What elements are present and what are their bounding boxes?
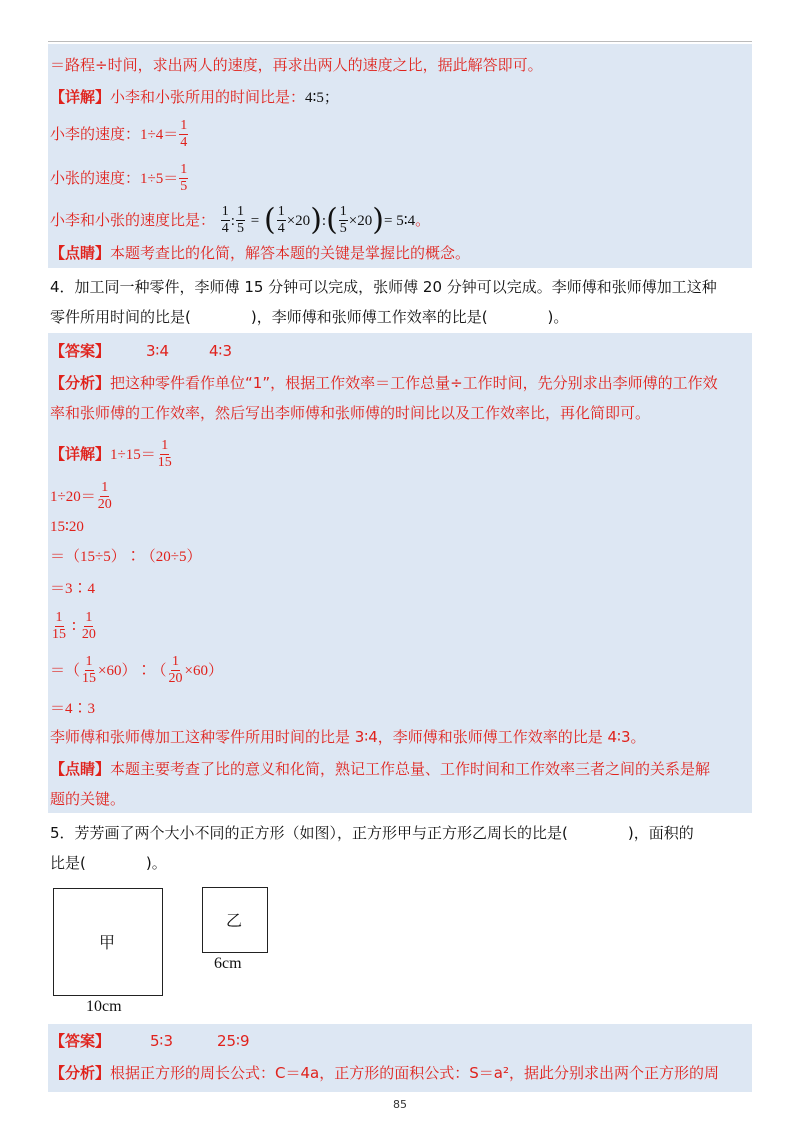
q4-detail-step8: ＝4∶3 (50, 701, 96, 717)
q3-comment-text: 本题考查比的化简，解答本题的关键是掌握比的概念。 (110, 244, 471, 262)
square-yi-label: 乙 (226, 913, 243, 930)
q4-answer-2: 4∶3 (209, 342, 233, 360)
q3-li-speed-label: 小李的速度： (50, 125, 141, 143)
ratio-fraction-a (221, 204, 230, 237)
fraction-numerator: 1 (339, 204, 347, 219)
q3-zhang-speed-label: 小张的速度： (50, 169, 141, 187)
fraction-denominator: 5 (236, 221, 244, 236)
q4-detail-step4: ＝（15÷5）∶（20÷5） (50, 549, 202, 565)
step1-expr: 1÷15＝ (110, 447, 156, 463)
q4-analysis-text: 把这种零件看作单位“1”，根据工作效率＝工作总量÷工作时间，先分别求出李师傅的工作效 (110, 374, 718, 392)
fraction-numerator: 1 (85, 610, 93, 625)
q3-detail-line (50, 86, 339, 109)
fraction-denominator: 20 (81, 627, 96, 642)
paren-fraction-a (277, 204, 286, 237)
times-20: ×20 (286, 213, 311, 229)
q3-comment (50, 242, 470, 264)
fraction-numerator: 1 (221, 204, 229, 219)
times-20: ×20 (348, 213, 373, 229)
fraction-denominator: 15 (82, 671, 97, 686)
period: 。 (415, 211, 431, 229)
q3-li-speed-fraction (179, 118, 188, 151)
fraction-denominator: 15 (157, 455, 172, 470)
fraction-numerator: 1 (101, 480, 109, 495)
ratio-colon: ∶ (72, 619, 76, 635)
step2-expr: 1÷20＝ (50, 489, 96, 505)
comment-tag: 【点睛】 (50, 760, 111, 778)
ratio-colon: : (321, 213, 327, 229)
square-jia-side-label: 10cm (86, 998, 122, 1015)
equals-sign: = (250, 213, 260, 229)
q5-question-line2: 比是( )。 (50, 854, 167, 872)
comment-tag: 【点睛】 (50, 244, 111, 262)
header-rule (48, 41, 752, 42)
q4-detail-step1 (50, 438, 174, 471)
q3-speed-ratio-label: 小李和小张的速度比是： (50, 211, 216, 229)
q4-analysis-line2: 率和张师傅的工作效率，然后写出李师傅和张师傅的时间比以及工作效率比，再化简即可。 (50, 404, 651, 422)
fraction-denominator: 4 (277, 221, 285, 236)
page-number: 85 (393, 1098, 407, 1111)
q4-conclusion: 李师傅和张师傅加工这种零件所用时间的比是 3∶4，李师傅和张师傅工作效率的比是 4∶3。 (50, 728, 646, 746)
right-paren: ) (372, 202, 384, 238)
paren-fraction-b (339, 204, 348, 237)
q5-analysis-line1 (50, 1062, 719, 1084)
fraction-denominator: 15 (52, 627, 66, 642)
fraction-numerator: 1 (180, 118, 188, 133)
right-paren: ) (310, 202, 322, 238)
q4-detail-step3: 15∶20 (50, 519, 84, 535)
fraction-numerator: 1 (180, 162, 188, 177)
detail-tag: 【详解】 (50, 88, 111, 106)
fraction-denominator: 4 (221, 221, 229, 236)
q3-zhang-speed (50, 162, 189, 195)
q3-li-speed (50, 118, 189, 151)
fraction-numerator: 1 (55, 610, 63, 625)
step7-fraction-a (81, 654, 97, 687)
q5-answer-2: 25∶9 (217, 1032, 250, 1050)
q3-zhang-speed-fraction (179, 162, 188, 195)
q4-detail-step7 (50, 654, 223, 687)
ratio-result: = 5∶4 (383, 213, 416, 229)
step7-middle: ×60）∶（ (98, 663, 167, 679)
q3-time-ratio-value: 4∶5； (305, 90, 339, 106)
q5-analysis-text: 根据正方形的周长公式：C＝4a，正方形的面积公式：S＝a²，据此分别求出两个正方形的周 (110, 1064, 719, 1082)
fraction-numerator: 1 (171, 654, 179, 669)
fraction-numerator: 1 (85, 654, 93, 669)
step6-fraction-b (81, 610, 97, 643)
q5-answer-1: 5∶3 (150, 1032, 174, 1050)
q4-comment-line2: 题的关键。 (50, 790, 126, 808)
step7-close: ×60） (184, 663, 223, 679)
q5-answer (50, 1030, 250, 1052)
fraction-numerator: 1 (277, 204, 285, 219)
fraction-denominator: 5 (339, 221, 347, 236)
fraction-numerator: 1 (161, 438, 169, 453)
detail-tag: 【详解】 (50, 445, 111, 463)
analysis-tag: 【分析】 (50, 1064, 111, 1082)
q4-comment-text: 本题主要考查了比的意义和化简，熟记工作总量、工作时间和工作效率三者之间的关系是解 (110, 760, 711, 778)
analysis-tag: 【分析】 (50, 374, 111, 392)
left-paren: ( (326, 202, 338, 238)
ratio-fraction-b (236, 204, 245, 237)
step1-fraction (157, 438, 173, 471)
q4-analysis-line1 (50, 372, 718, 394)
ratio-colon: : (230, 213, 235, 229)
q3-analysis-continuation: ＝路程÷时间，求出两人的速度，再求出两人的速度之比，据此解答即可。 (50, 56, 543, 74)
step7-fraction-b (167, 654, 183, 687)
step6-fraction-a (51, 610, 67, 643)
answer-tag: 【答案】 (50, 342, 111, 360)
q4-comment-line1 (50, 758, 710, 780)
answer-tag: 【答案】 (50, 1032, 111, 1050)
q4-answer-1: 3∶4 (146, 342, 170, 360)
fraction-denominator: 20 (97, 497, 112, 512)
square-jia-label: 甲 (99, 935, 116, 952)
fraction-denominator: 5 (180, 179, 188, 194)
fraction-denominator: 20 (168, 671, 183, 686)
q5-question-line1: 5．芳芳画了两个大小不同的正方形（如图），正方形甲与正方形乙周长的比是( )，面积的 (50, 824, 694, 842)
step2-fraction (97, 480, 113, 513)
square-yi-side-label: 6cm (214, 955, 242, 972)
q3-speed-ratio (50, 204, 430, 237)
q3-time-ratio-text: 小李和小张所用的时间比是： (110, 88, 306, 106)
q4-question-line1: 4．加工同一种零件，李师傅 15 分钟可以完成，张师傅 20 分钟可以完成。李师傅和张师傅加工这种 (50, 278, 717, 296)
q3-zhang-speed-expr: 1÷5＝ (140, 171, 179, 187)
q4-detail-step5: ＝3∶4 (50, 581, 96, 597)
left-paren: ( (264, 202, 276, 238)
q4-detail-step2 (50, 480, 114, 513)
fraction-numerator: 1 (236, 204, 244, 219)
q4-detail-step6 (50, 610, 98, 643)
q4-question-line2: 零件所用时间的比是( )，李师傅和张师傅工作效率的比是( )。 (50, 308, 569, 326)
step7-open: ＝（ (50, 663, 81, 679)
q3-li-speed-expr: 1÷4＝ (140, 127, 179, 143)
fraction-denominator: 4 (180, 135, 188, 150)
q4-answer (50, 340, 232, 362)
